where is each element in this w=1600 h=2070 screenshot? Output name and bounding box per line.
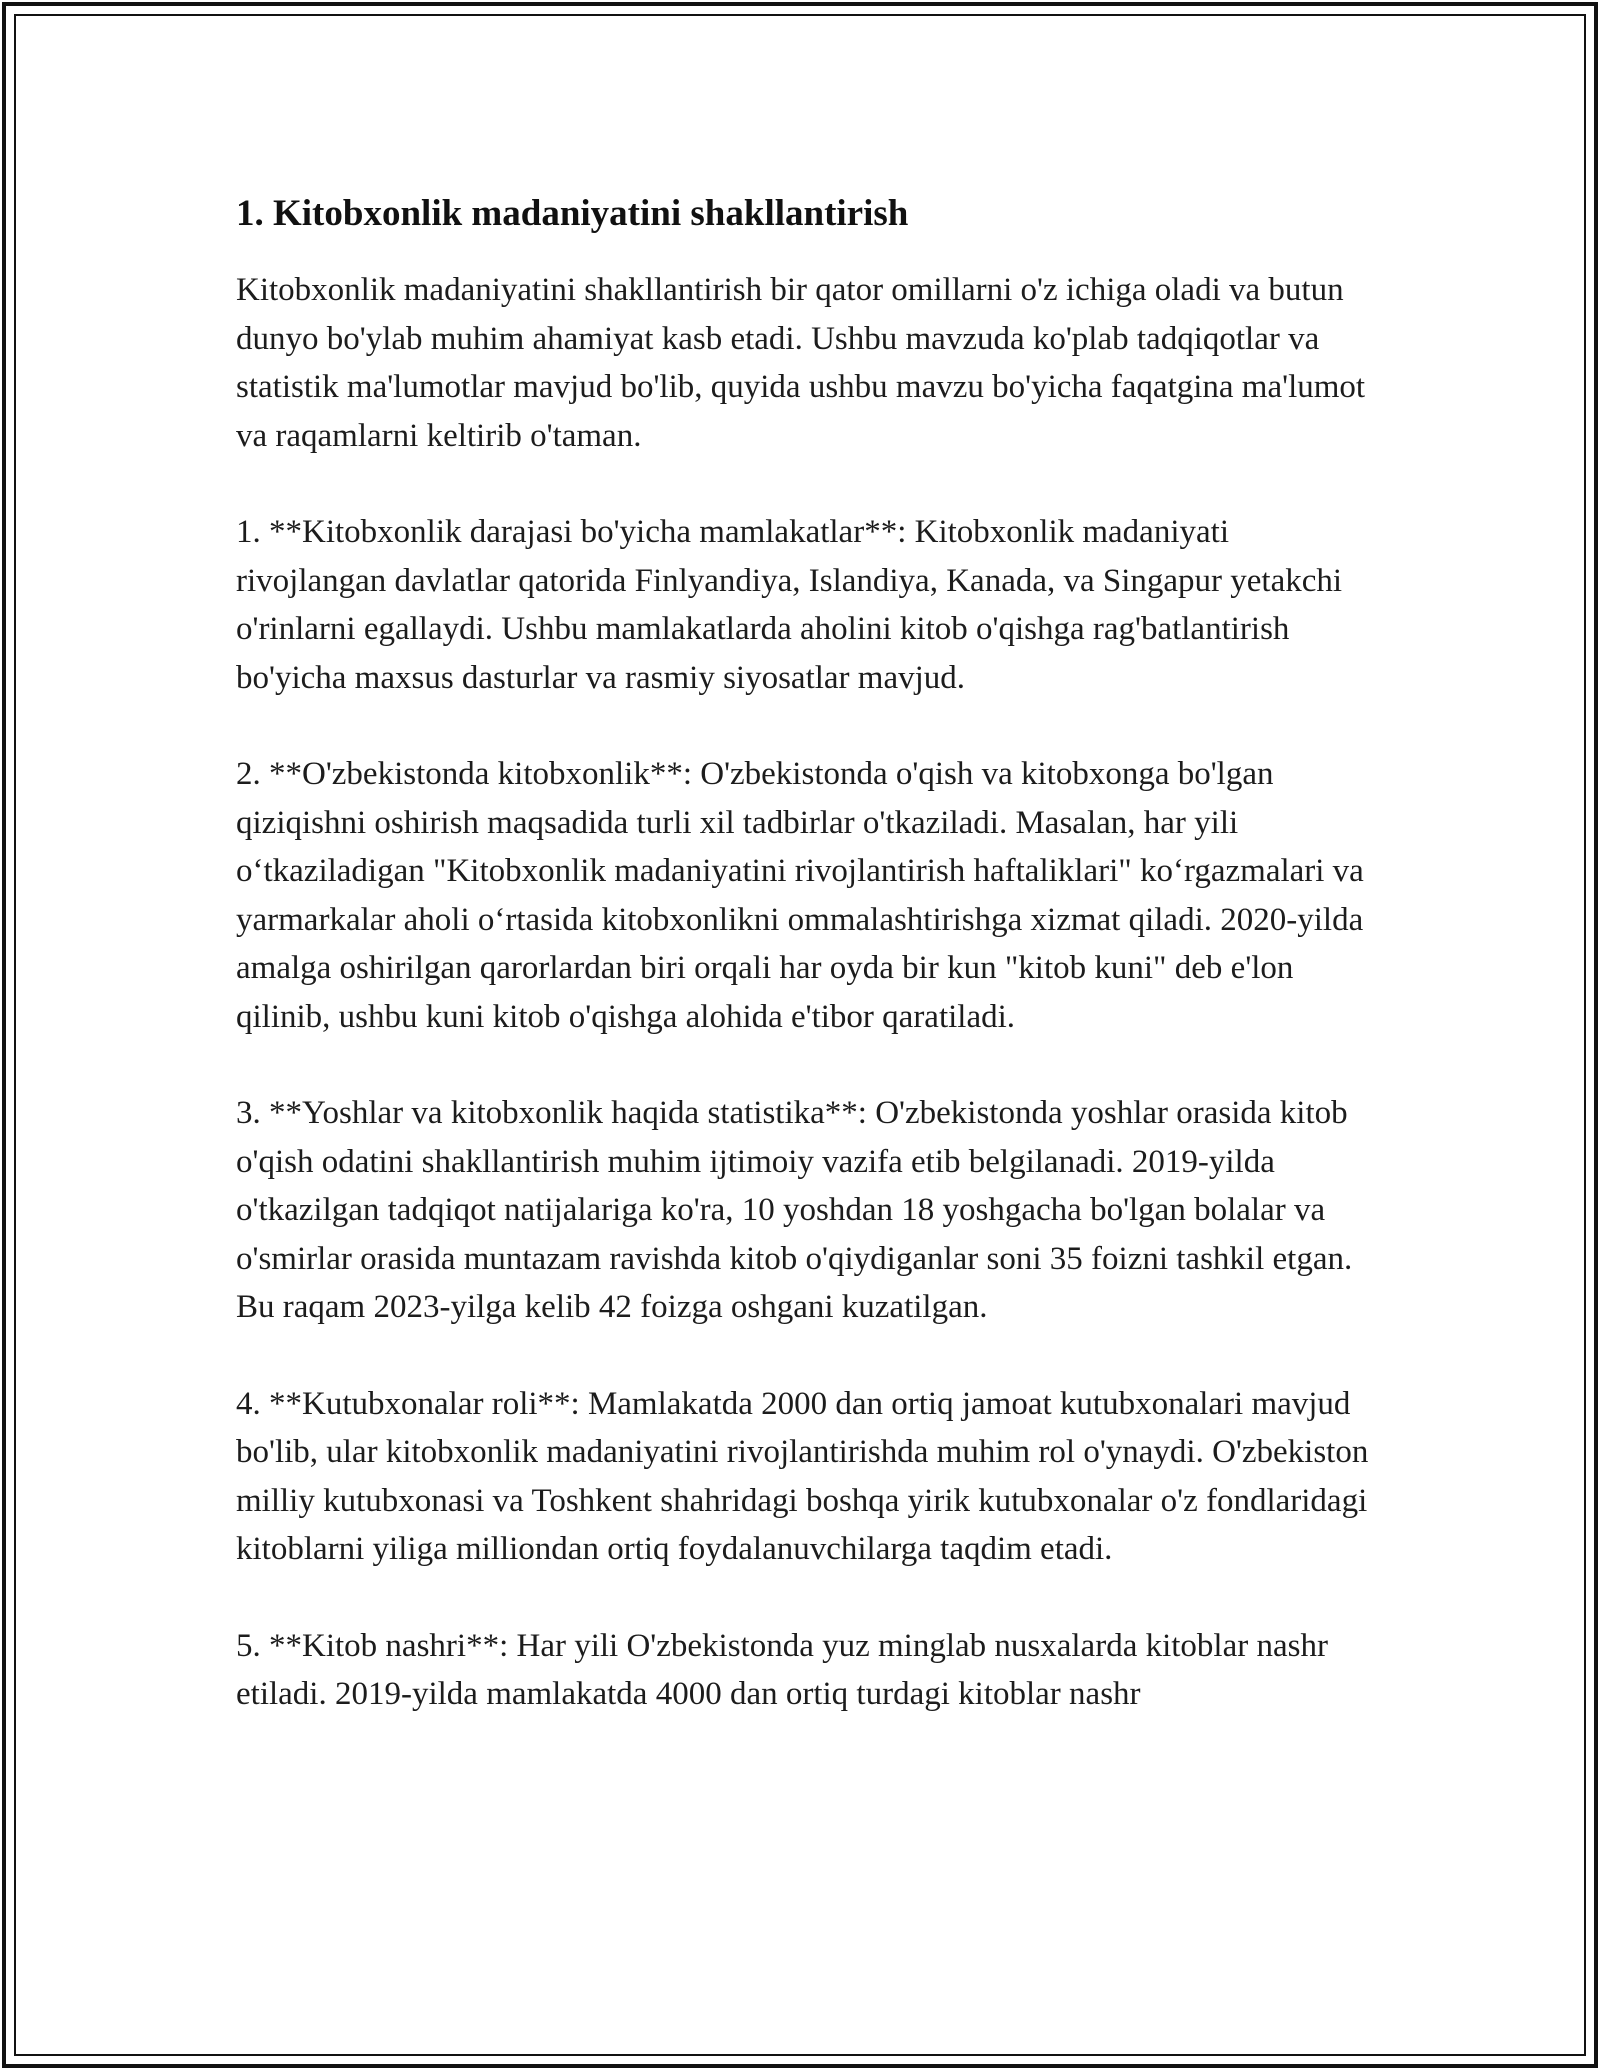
intro-paragraph: Kitobxonlik madaniyatini shakllantirish bir qator omillarni o'z ichiga oladi va butun dunyo bo'ylab muhim ahamiyat kasb etadi. Ushbu mavzuda ko'plab tadqiqotlar va statistik ma'lumotlar mavjud bo'lib, quyida ushbu mavzu bo'yicha faqatgina ma'lumot va raqamlarni keltirib o'taman. [236,272,1366,454]
paragraph-libraries-role: 4. **Kutubxonalar roli**: Mamlakatda 2000 dan ortiq jamoat kutubxonalari mavjud bo'lib, ular kitobxonlik madaniyatini rivojlantirishda muhim rol o'ynaydi. O'zbekiston milliy kutubxonasi va Toshkent shahridagi boshqa yirik kutubxonalar o'z fondlaridagi kitoblarni yiliga milliondan ortiq foydalanuvchilarga taqdim etadi. [236,1385,1369,1567]
paragraph-book-publishing: 5. **Kitob nashri**: Har yili O'zbekistonda yuz minglab nusxalarda kitoblar nashr etiladi. 2019-yilda mamlakatda 4000 dan ortiq turdagi kitoblar nashr [236,1627,1328,1712]
section-heading: 1. Kitobxonlik madaniyatini shakllantirish [236,193,909,234]
paragraph-uzbekistan-reading: 2. **O'zbekistonda kitobxonlik**: O'zbekistonda o'qish va kitobxonga bo'lgan qiziqishni oshirish maqsadida turli xil tadbirlar o'tkaziladi. Masalan, har yili o‘tkaziladigan "Kitobxonlik madaniyatini rivojlantirish haftaliklari" ko‘rgazmalari va yarmarkalar aholi o‘rtasida kitobxonlikni ommalashtirishga xizmat qiladi. 2020-yilda amalga oshirilgan qarorlardan biri orqali har oyda bir kun "kitob kuni" deb e'lon qilinib, ushbu kuni kitob o'qishga alohida e'tibor qaratiladi. [236,756,1364,1035]
paragraph-youth-statistics: 3. **Yoshlar va kitobxonlik haqida statistika**: O'zbekistonda yoshlar orasida kitob o'qish odatini shakllantirish muhim ijtimoiy vazifa etib belgilanadi. 2019-yilda o'tkazilgan tadqiqot natijalariga ko'ra, 10 yoshdan 18 yoshgacha bo'lgan bolalar va o'smirlar orasida muntazam ravishda kitob o'qiydiganlar soni 35 foizni tashkil etgan. Bu raqam 2023-yilga kelib 42 foizga oshgani kuzatilgan. [236,1095,1353,1325]
document-body [236,190,1386,1767]
paragraph-reading-countries: 1. **Kitobxonlik darajasi bo'yicha mamlakatlar**: Kitobxonlik madaniyati rivojlangan davlatlar qatorida Finlyandiya, Islandiya, Kanada, va Singapur yetakchi o'rinlarni egallaydi. Ushbu mamlakatlarda aholini kitob o'qishga rag'batlantirish bo'yicha maxsus dasturlar va rasmiy siyosatlar mavjud. [236,514,1343,696]
